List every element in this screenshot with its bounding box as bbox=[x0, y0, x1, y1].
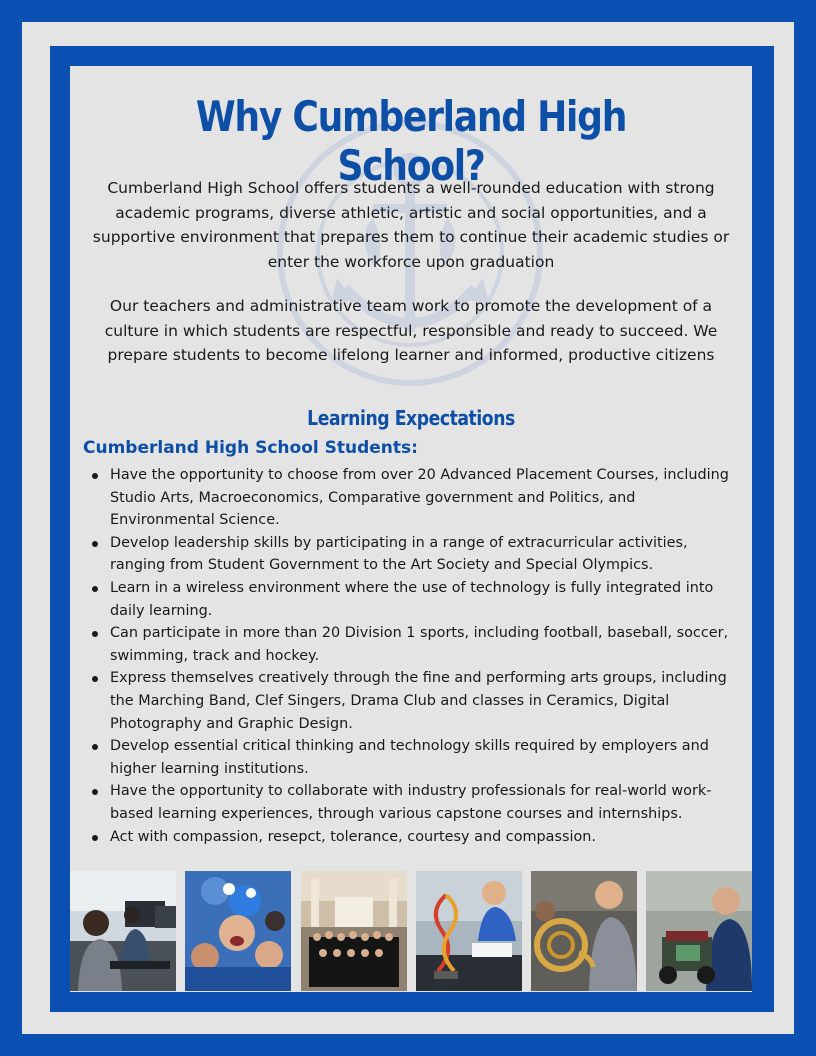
students-subheading: Cumberland High School Students: bbox=[83, 438, 418, 458]
robotics-photo bbox=[646, 871, 752, 991]
list-item: Develop essential critical thinking and technology skills required by employers and higher learning institutions. bbox=[83, 735, 743, 780]
list-item: Can participate in more than 20 Division 1 sports, including football, baseball, soccer, swimming, track and hockey. bbox=[83, 622, 743, 667]
expectations-list bbox=[83, 464, 743, 848]
section-title: Learning Expectations bbox=[307, 406, 515, 430]
content-panel bbox=[70, 66, 752, 992]
choir-photo bbox=[301, 871, 407, 991]
intro-paragraph-1: Cumberland High School offers students a well-rounded education with strong academic programs, diverse athletic, artistic and social opportunities, and a supportive environment that prepares them to continue their academic studies or enter the workforce upon graduation bbox=[92, 179, 730, 271]
list-item: Learn in a wireless environment where the use of technology is fully integrated into daily learning. bbox=[83, 577, 743, 622]
dna-model-photo bbox=[416, 871, 522, 991]
list-item: Express themselves creatively through the fine and performing arts groups, including the Marching Band, Clef Singers, Drama Club and classes in Ceramics, Digital Photography and Graphic Design. bbox=[83, 667, 743, 735]
list-item: Have the opportunity to choose from over 20 Advanced Placement Courses, including Studio Arts, Macroeconomics, Comparative government and Politics, and Environmental Science. bbox=[83, 464, 743, 532]
intro-paragraph-2: Our teachers and administrative team work to promote the development of a culture in which students are respectful, responsible and ready to succeed. We prepare students to become lifelong learner and informed, productive citizens bbox=[104, 297, 718, 364]
list-item: Have the opportunity to collaborate with industry professionals for real-world work-based learning experiences, through various capstone courses and internships. bbox=[83, 780, 743, 825]
list-item: Develop leadership skills by participating in a range of extracurricular activities, ranging from Student Government to the Art Society and Special Olympics. bbox=[83, 532, 743, 577]
computer-lab-photo bbox=[70, 871, 176, 991]
cheering-students-photo bbox=[185, 871, 291, 991]
page-title: Why Cumberland High School? bbox=[195, 92, 627, 190]
french-horn-photo bbox=[531, 871, 637, 991]
photo-strip bbox=[70, 871, 752, 991]
list-item: Act with compassion, resepct, tolerance, courtesy and compassion. bbox=[83, 826, 743, 849]
